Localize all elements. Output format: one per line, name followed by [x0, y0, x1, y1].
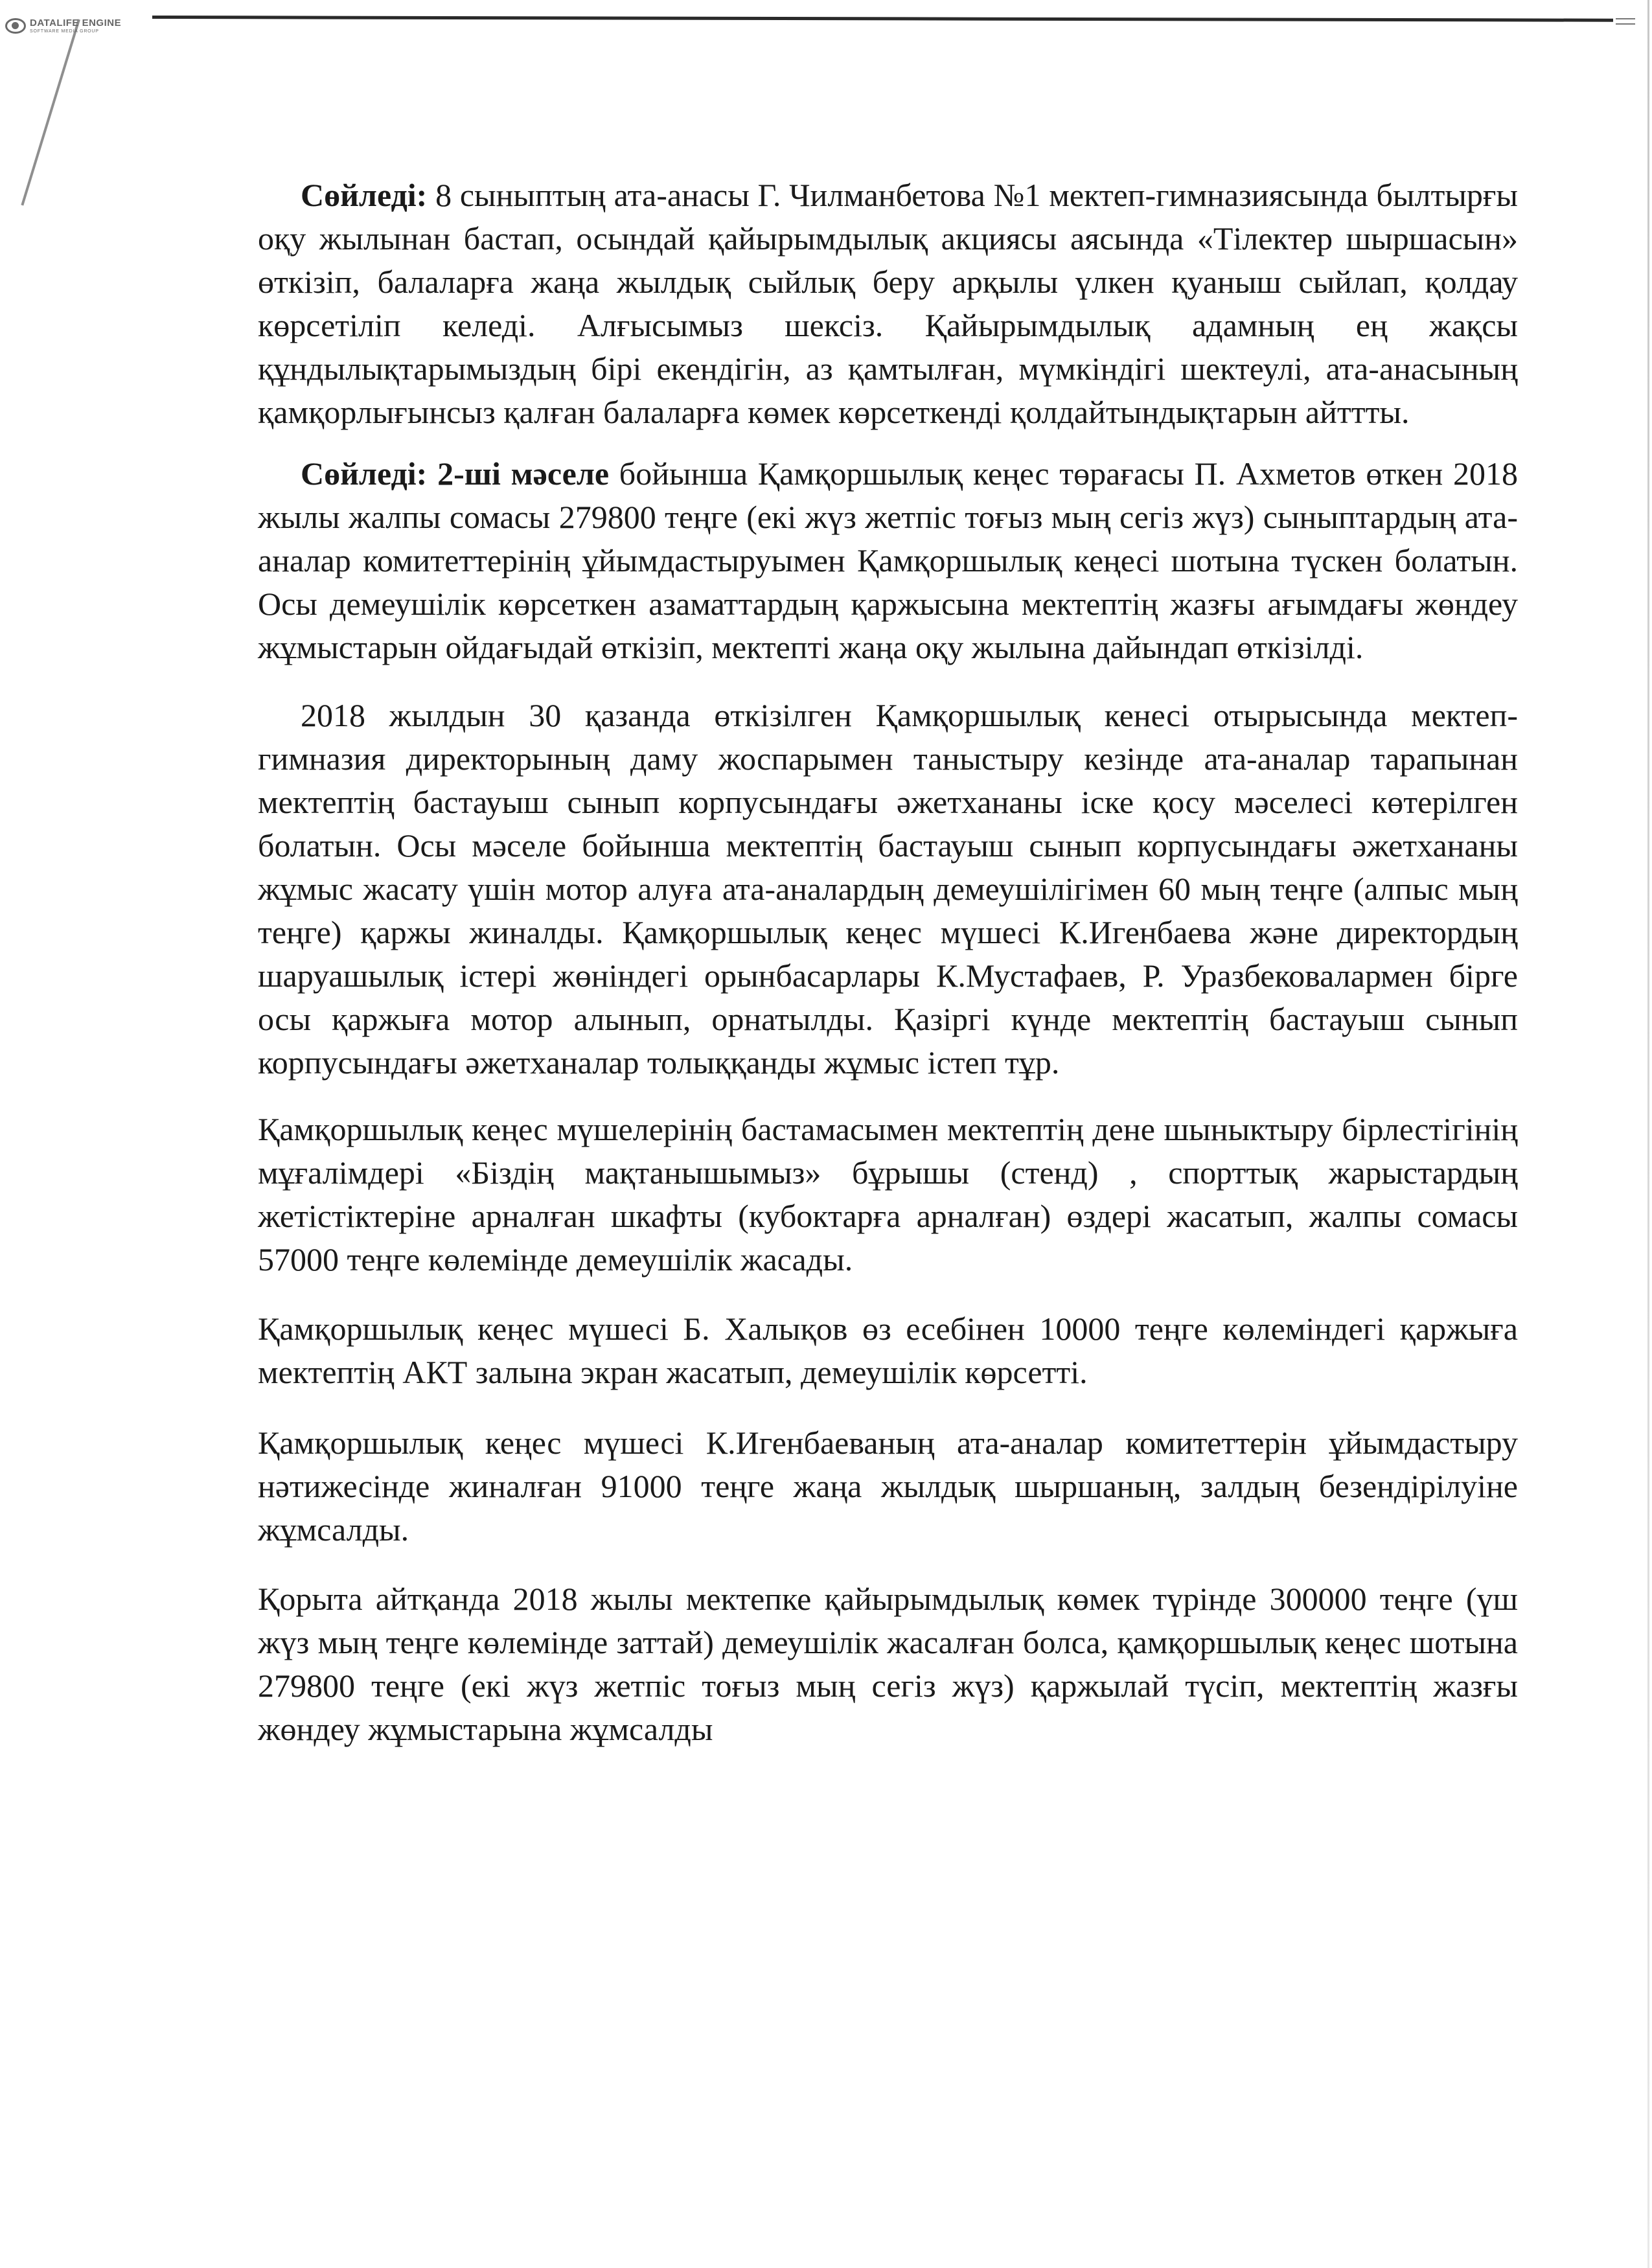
eye-logo-icon	[5, 18, 26, 34]
paragraph-text: Қамқоршылық кеңес мүшелерінің бастамасымен мектептің дене шыныктыру бірлестігінің мұғалімдері «Біздің мақтанышымыз» бұрышы (стенд) , спорттық жарыстардың жетістіктеріне арналған шкафты (кубоктарға арналған) өздері жасатып, жалпы сомасы 57000 теңге көлемінде демеушілік жасады.	[258, 1111, 1518, 1277]
scan-right-edge	[1647, 0, 1649, 2268]
scan-left-edge-mark	[21, 19, 80, 205]
paragraph-2	[258, 452, 1518, 669]
paragraph-text: 8 сыныптың ата-анасы Г. Чилманбетова №1 мектеп-гимназиясында былтырғы оқу жылынан бастап, осындай қайырымдылық акциясы аясында «Тілектер шыршасын» өткізіп, балаларға жаңа жылдық сыйлық беру арқылы үлкен қуаныш сыйлап, қолдау көрсетіліп келеді. Алғысымыз шексіз. Қайырымдылық адамның ең жақсы құндылықтарымыздың бірі екендігін, аз қамтылған, мүмкіндігі шектеулі, ата-анасының қамқорлығынсыз қалған балаларға көмек көрсеткенді қолдайтындықтарын айттты.	[258, 177, 1518, 430]
document-body	[258, 174, 1518, 1751]
paragraph-text: бойынша Қамқоршылық кеңес төрағасы П. Ахметов өткен 2018 жылы жалпы сомасы 279800 теңге (екі жүз жетпіс тоғыз мың сегіз жүз) сыныптардың ата-аналар комитеттерінің ұйымдастыруымен Қамқоршылық кеңесі шотына түскен болатын. Осы демеушілік көрсеткен азаматтардың қаржысына мектептің жазғы ағымдағы жөндеу жұмыстарын ойдағыдай өткізіп, мектепті жаңа оқу жылына дайындап өткізілді.	[258, 455, 1518, 665]
paragraph-text: Қамқоршылық кеңес мүшесі Б. Халықов өз есебінен 10000 теңге көлеміндегі қаржыға мектептің АКТ залына экран жасатып, демеушілік көрсетті.	[258, 1311, 1518, 1390]
logo-text	[30, 18, 121, 34]
scan-top-border	[152, 16, 1613, 22]
paragraph-lead: Сөйледі:	[301, 177, 428, 213]
paragraph-5	[258, 1307, 1518, 1394]
corner-mark-icon	[1616, 12, 1635, 31]
paragraph-lead: Сөйледі: 2-ші мәселе	[301, 455, 610, 492]
logo-sub-text: SOFTWARE MEDIA GROUP	[30, 29, 99, 34]
paragraph-6	[258, 1421, 1518, 1552]
paragraph-1	[258, 174, 1518, 434]
paragraph-text: 2018 жылдын 30 қазанда өткізілген Қамқоршылық кенесі отырысында мектеп-гимназия директорының даму жоспарымен таныстыру кезінде ата-аналар тарапынан мектептің бастауыш сынып корпусындағы әжетхананы іске қосу мәселесі көтерілген болатын. Осы мәселе бойынша мектептің бастауыш сынып корпусындағы әжетхананы жұмыс жасату үшін мотор алуға ата-аналардың демеушілігімен 60 мың теңге (алпыс мың теңге) қаржы жиналды. Қамқоршылық кеңес мүшесі К.Игенбаева және директордың шаруашылық істері жөніндегі орынбасарлары К.Мустафаев, Р. Уразбековалармен бірге осы қаржыға мотор алынып, орнатылды. Қазіргі күнде мектептің бастауыш сынып корпусындағы әжетханалар толыққанды жұмыс істеп тұр.	[258, 697, 1518, 1081]
watermark-logo	[5, 12, 121, 40]
paragraph-text: Қамқоршылық кеңес мүшесі К.Игенбаеваның ата-аналар комитеттерін ұйымдастыру нәтижесінде жиналған 91000 теңге жаңа жылдық шыршаның, залдың безендірілуіне жұмсалды.	[258, 1425, 1518, 1548]
paragraph-7	[258, 1577, 1518, 1751]
paragraph-4	[258, 1108, 1518, 1281]
logo-main-text: DATALIFE ENGINE	[30, 17, 122, 29]
paragraph-3	[258, 694, 1518, 1084]
paragraph-text: Қорыта айтқанда 2018 жылы мектепке қайырымдылық көмек түрінде 300000 теңге (үш жүз мың теңге көлемінде заттай) демеушілік жасалған болса, қамқоршылық кеңес шотына 279800 теңге (екі жүз жетпіс тоғыз мың сегіз жүз) қаржылай түсіп, мектептің жазғы жөндеу жұмыстарына жұмсалды	[258, 1581, 1518, 1747]
